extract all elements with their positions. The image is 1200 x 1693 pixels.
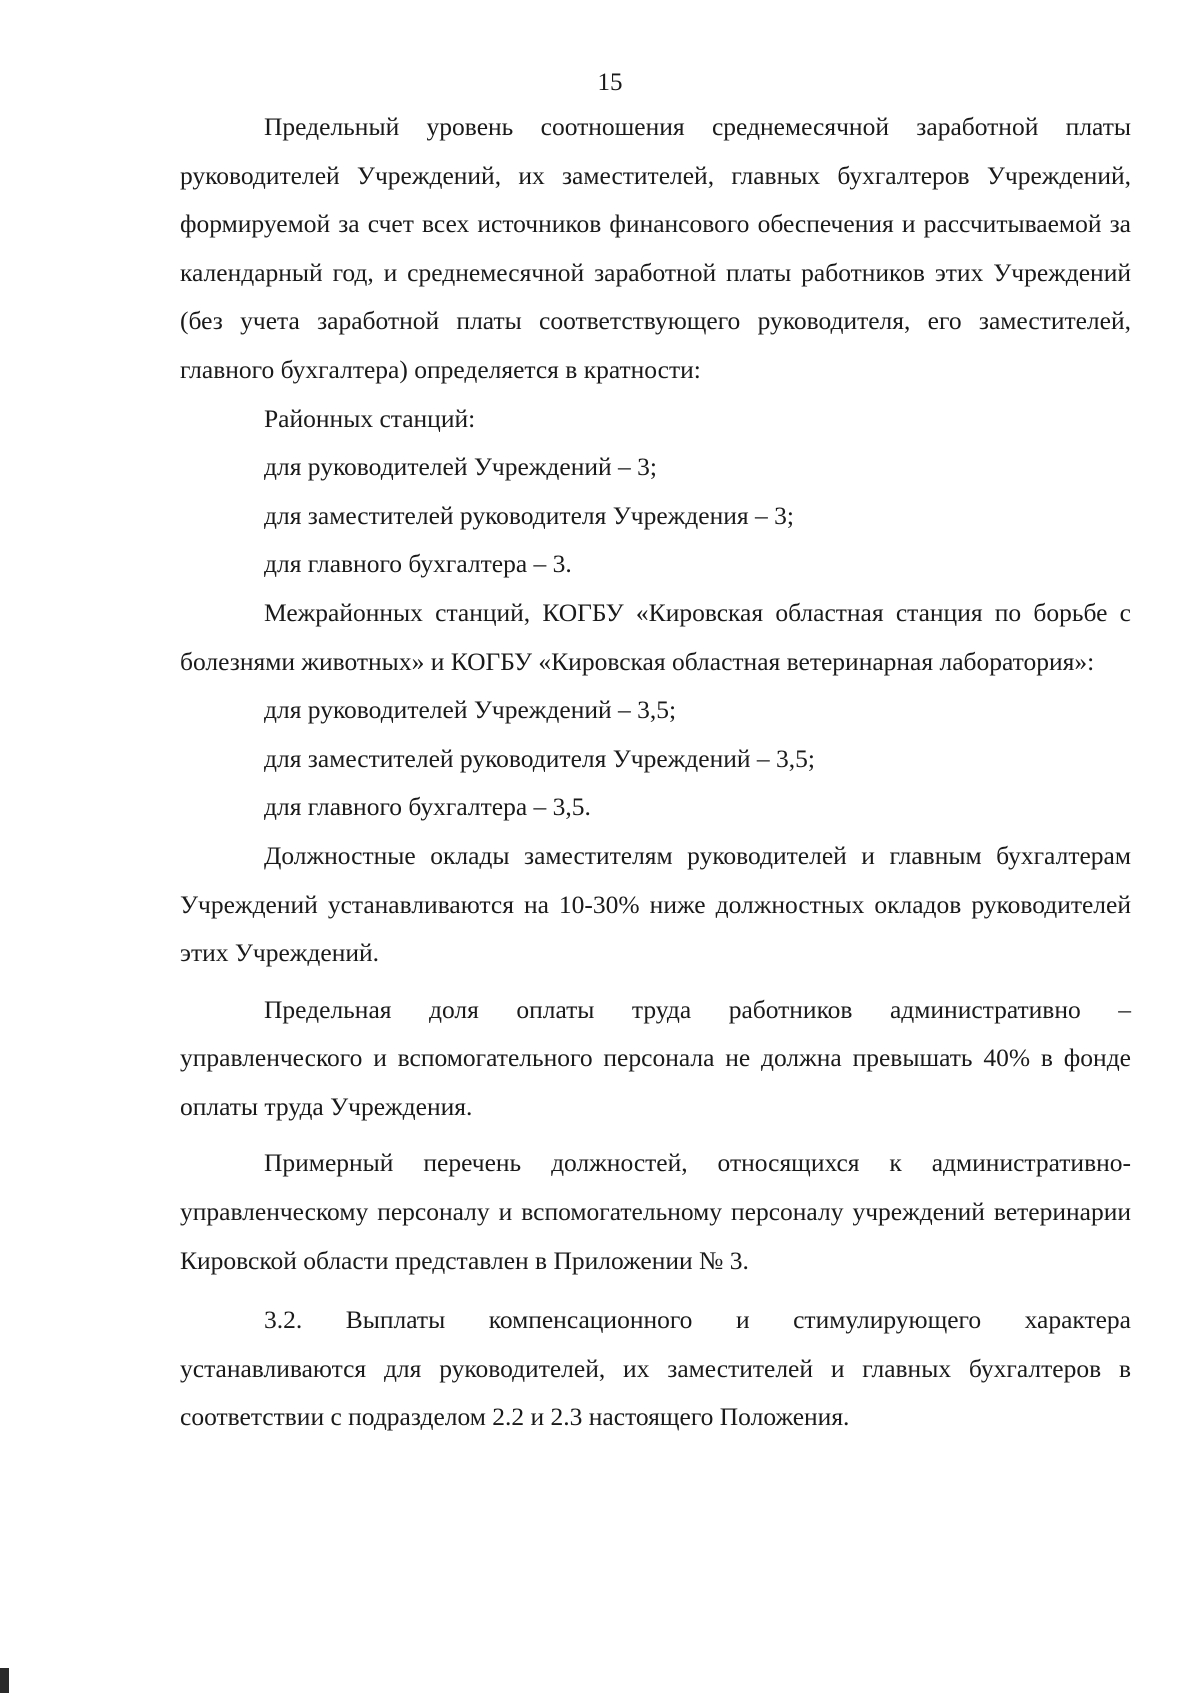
paragraph-section-3-2: 3.2. Выплаты компенсационного и стимулирующего характера устанавливаются для руководителей, их заместителей и главных бухгалтеров в соответствии с подразделом 2.2 и 2.3 настоящего Положения. (180, 1305, 1131, 1432)
page-number: 15 (597, 69, 623, 96)
paragraph-admin-share: Предельная доля оплаты труда работников административно – управленческого и вспомогательного персонала не должна превышать 40% в фонде оплаты труда Учреждения. (180, 994, 1131, 1121)
document-body (180, 103, 1131, 1442)
list-item-deputies-3-5: для заместителей руководителя Учреждений – 3,5; (264, 743, 815, 773)
list-item-chief-accountant-3: для главного бухгалтера – 3. (264, 549, 572, 579)
list-item-heads-3-5: для руководителей Учреждений – 3,5; (264, 695, 677, 725)
list-item-heads-3: для руководителей Учреждений – 3; (264, 452, 657, 482)
paragraph-salary-ratio: Предельный уровень соотношения среднемесячной заработной платы руководителей Учреждений, их заместителей, главных бухгалтеров Учреждений, формируемой за счет всех источников финансового обеспечения и рассчитываемой за календарный год, и среднемесячной заработной платы работников этих Учреждений (без учета заработной платы соответствующего руководителя, его заместителей, главного бухгалтера) определяется в кратности: (180, 112, 1131, 384)
list-item-deputies-3: для заместителей руководителя Учреждения – 3; (264, 500, 794, 530)
list-item-chief-accountant-3-5: для главного бухгалтера – 3,5. (264, 792, 591, 822)
paragraph-official-salaries: Должностные оклады заместителям руководителей и главным бухгалтерам Учреждений устанавливаются на 10-30% ниже должностных окладов руководителей этих Учреждений. (180, 840, 1131, 968)
scan-edge-mark (0, 1668, 9, 1693)
paragraph-interdistrict-stations: Межрайонных станций, КОГБУ «Кировская областная станция по борьбе с болезнями животных» и КОГБУ «Кировская областная ветеринарная лаборатория»: (180, 597, 1131, 676)
paragraph-positions-list: Примерный перечень должностей, относящихся к административно-управленческому персоналу и вспомогательному персоналу учреждений ветеринарии Кировской области представлен в Приложении № 3. (180, 1148, 1131, 1275)
paragraph-district-stations: Районных станций: (264, 403, 476, 433)
